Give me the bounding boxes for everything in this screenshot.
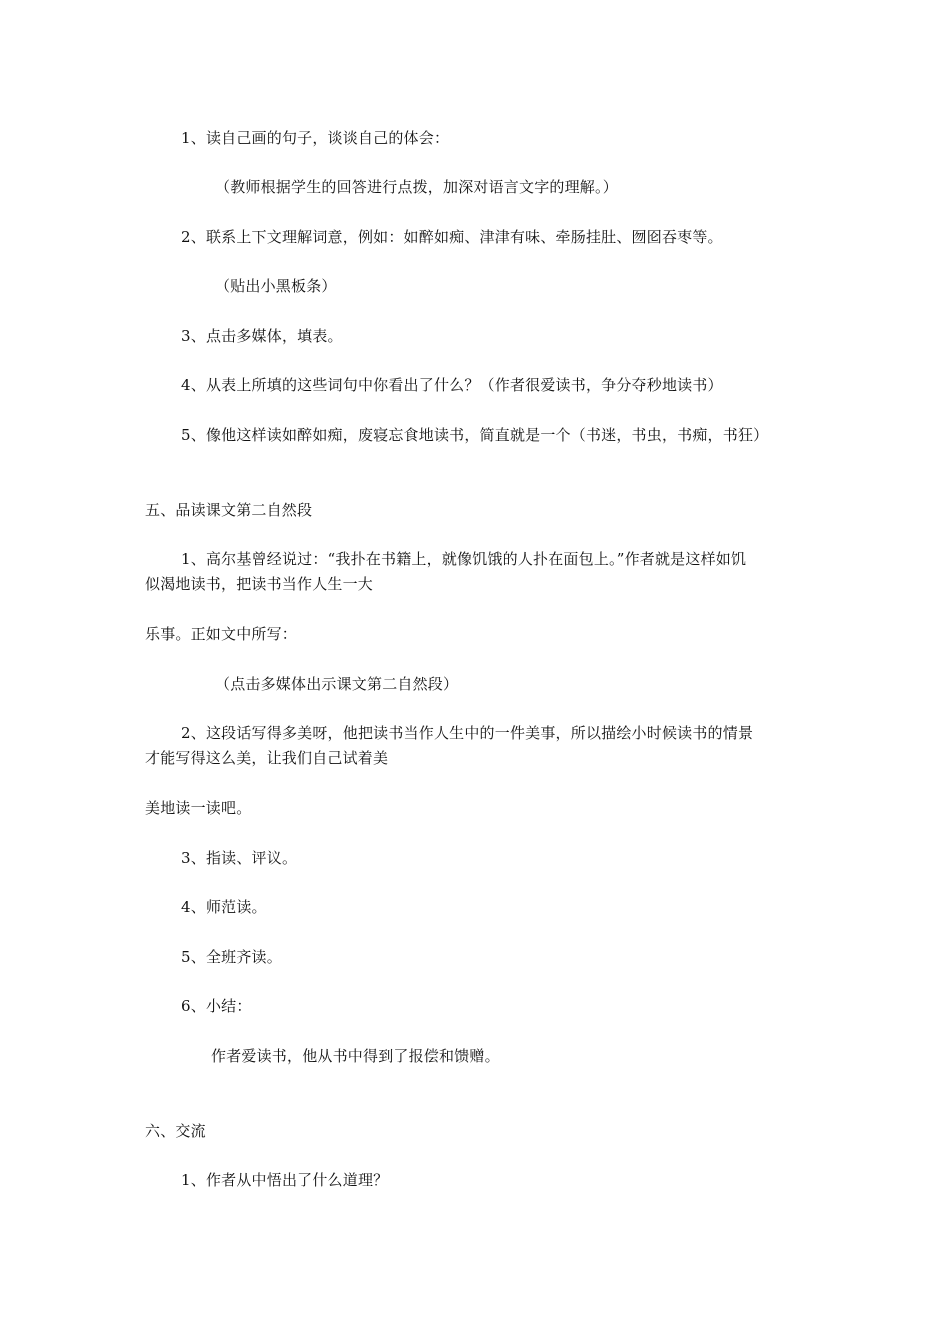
item-6-summary: 6、小结： xyxy=(181,997,252,1015)
item-2-beautiful-passage-end: 美地读一读吧。 xyxy=(145,799,252,817)
item-1-gorky-quote-cont: 似渴地读书，把读书当作人生一大 xyxy=(145,575,374,593)
section-six-heading: 六、交流 xyxy=(145,1122,206,1140)
item-1-lesson-learned: 1、作者从中悟出了什么道理？ xyxy=(181,1171,389,1189)
item-5-class-reading: 5、全班齐读。 xyxy=(181,948,282,966)
item-2-context-words: 2、联系上下文理解词意，例如：如醉如痴、津津有味、牵肠挂肚、囫囵吞枣等。 xyxy=(181,228,723,246)
summary-text: 作者爱读书，他从书中得到了报偿和馈赠。 xyxy=(211,1047,500,1065)
item-2-beautiful-passage: 2、这段话写得多美呀，他把读书当作人生中的一件美事，所以描绘小时候读书的情景 xyxy=(181,724,754,742)
item-3-reading-review: 3、指读、评议。 xyxy=(181,849,298,867)
section-five-heading: 五、品读课文第二自然段 xyxy=(145,501,313,519)
item-4-teacher-reading: 4、师范读。 xyxy=(181,898,267,916)
item-1-gorky-quote: 1、高尔基曾经说过：“我扑在书籍上，就像饥饿的人扑在面包上。”作者就是这样如饥 xyxy=(181,550,747,568)
teacher-note: （教师根据学生的回答进行点拨，加深对语言文字的理解。） xyxy=(215,178,618,196)
multimedia-note: （点击多媒体出示课文第二自然段） xyxy=(215,675,459,693)
item-1-gorky-quote-end: 乐事。正如文中所写： xyxy=(145,625,298,643)
item-5-bookworm: 5、像他这样读如醉如痴，废寝忘食地读书，简直就是一个（书迷，书虫，书痴，书狂） xyxy=(181,426,769,444)
blackboard-note: （贴出小黑板条） xyxy=(215,277,337,295)
item-2-beautiful-passage-cont: 才能写得这么美，让我们自己试着美 xyxy=(145,749,389,767)
item-3-multimedia-table: 3、点击多媒体，填表。 xyxy=(181,327,343,345)
item-4-question: 4、从表上所填的这些词句中你看出了什么？（作者很爱读书，争分夺秒地读书） xyxy=(181,376,723,394)
item-1-read-sentences: 1、读自己画的句子，谈谈自己的体会： xyxy=(181,129,450,147)
